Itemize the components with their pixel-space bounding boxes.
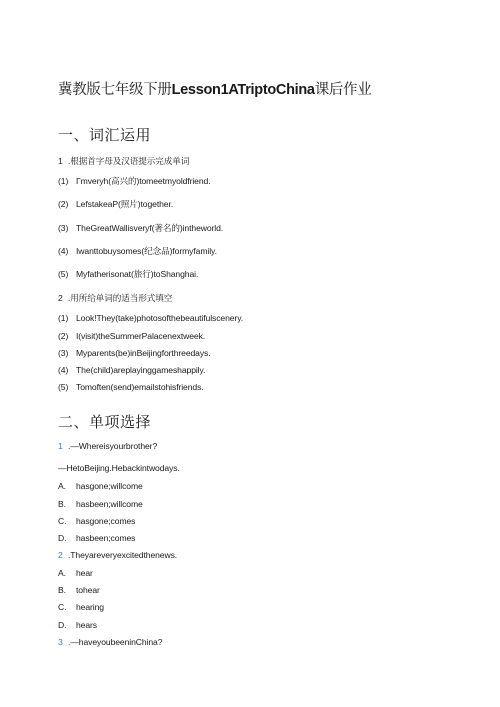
part2-item: (2) I(visit)theSummerPalacenextweek. [58,331,206,341]
section2-heading: 二、单项选择 [58,414,152,431]
title-en: Lesson1ATriptoChina [171,82,315,98]
part2-item: (1) Look!They(take)photosofthebeautifulscenery. [58,313,244,323]
question-stem-2: —HetoBeijing.Hebackintwodays. [58,463,180,473]
part2-instruction: 2 .用所给单词的适当形式填空 [58,293,173,303]
option-item: B. tohear [58,585,100,595]
question-stem: 1 .—Whereisyourbrother? [58,441,158,451]
option-item: D. hasbeen;comes [58,533,136,543]
option-item: D. hears [58,620,97,630]
part2-item: (4) The(child)areplayinggameshappily. [58,365,206,375]
question-stem: 2 .Theyareveryexcitedthenews. [58,550,178,560]
option-item: A. hear [58,568,93,578]
part1-item: (4) Iwanttobuysomes(纪念品)formyfamily. [58,246,217,256]
option-item: A. hasgone;willcome [58,481,143,491]
question-stem: 3 .—haveyoubeeninChina? [58,637,163,647]
part1-item: (2) LefstakeaP(照片)together. [58,199,174,209]
part1-item: (1) Γmveryh(高兴的)tomeetmyoldfriend. [58,176,211,186]
document-title [58,78,372,99]
part2-item: (5) Tomoften(send)emailstohisfriends. [58,382,204,392]
part1-item: (3) TheGreatWallisveryf(著名的)intheworld. [58,223,224,233]
section1-heading: 一、词汇运用 [58,127,152,144]
option-item: C. hasgone;comes [58,516,136,526]
option-item: B. hasbeen;willcome [58,499,143,509]
part1-instruction: 1 .根据首字母及汉语提示完成单词 [58,156,190,166]
title-cn-suffix: 课后作业 [314,82,372,98]
part1-item: (5) Myfatherisonat(旅行)toShanghai. [58,269,199,279]
title-cn-prefix: 冀教版七年级下册 [58,82,172,98]
option-item: C. hearing [58,602,104,612]
part2-item: (3) Myparents(be)inBeijingforthreedays. [58,348,211,358]
